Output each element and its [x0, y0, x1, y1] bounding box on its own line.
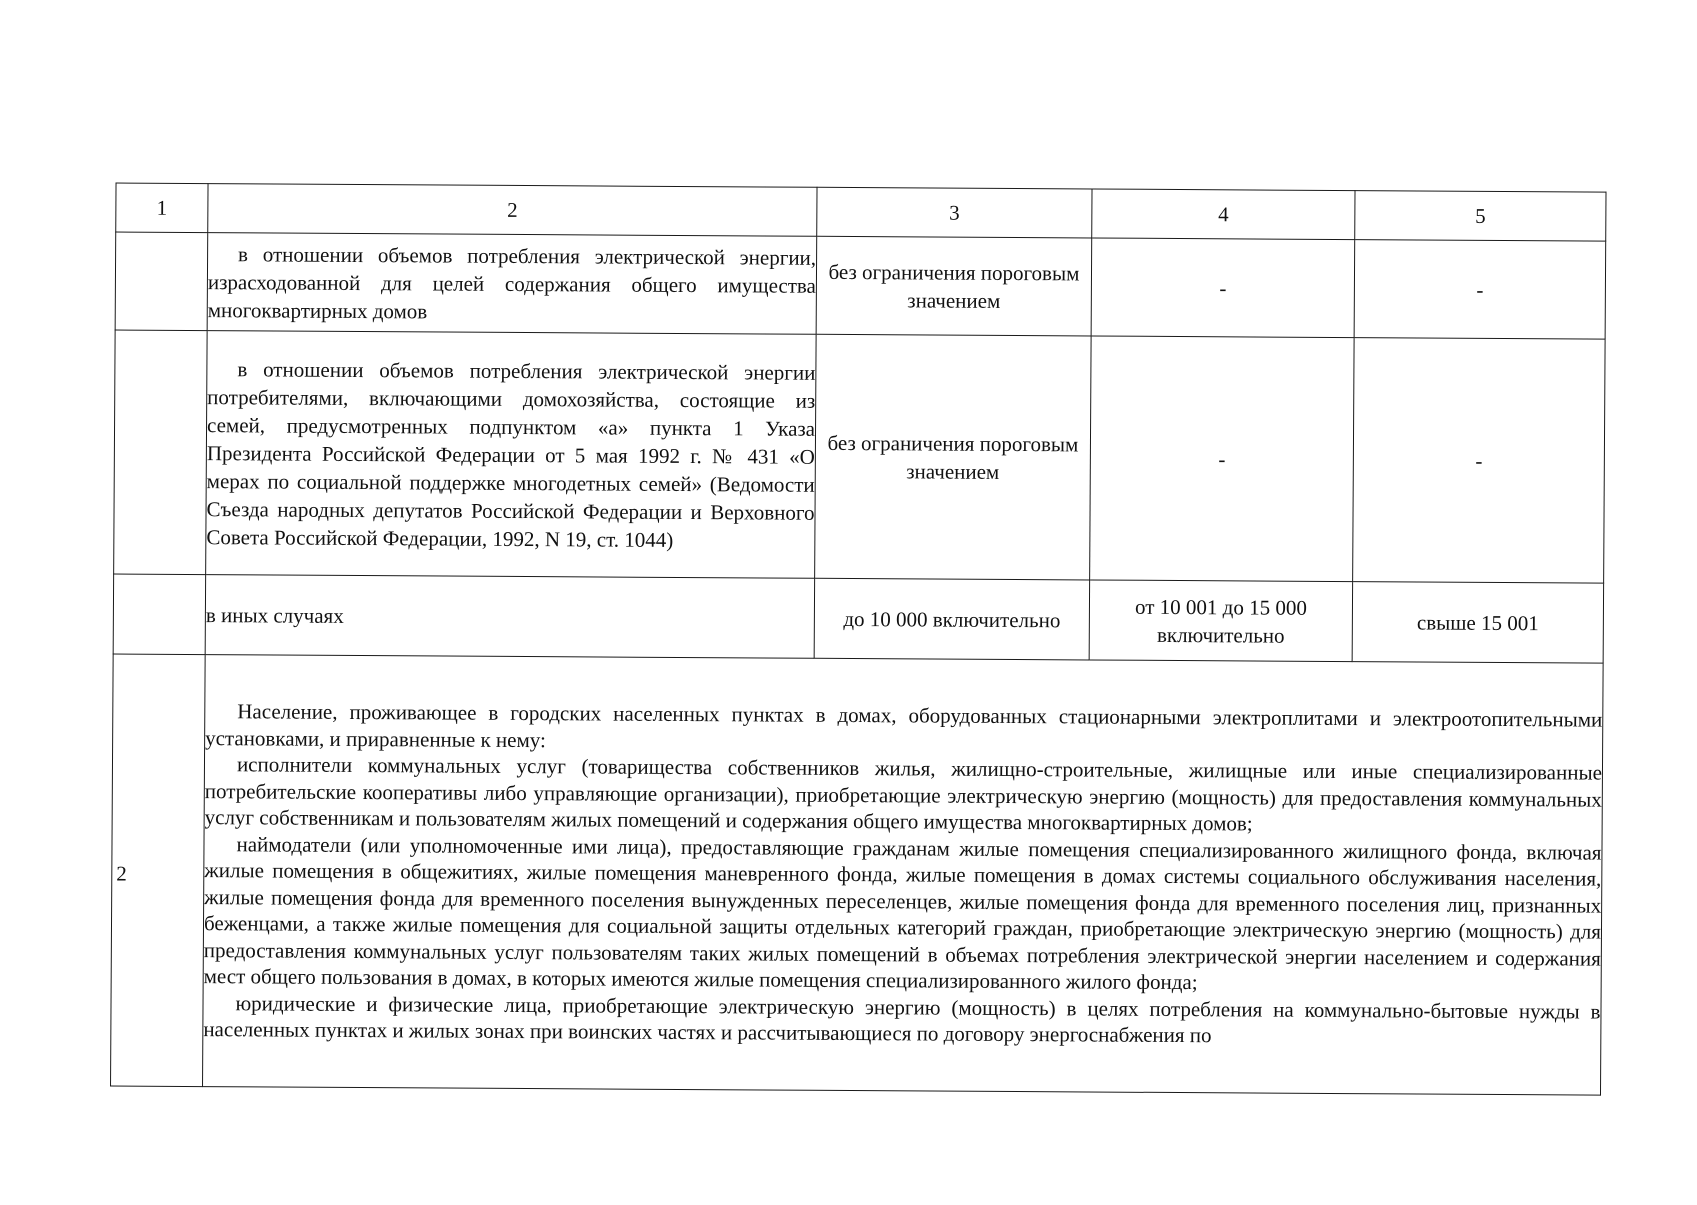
row-number-cell: [114, 330, 207, 575]
paragraph: наймодатели (или уполномоченные ими лица), предоставляющие гражданам жилые помещения специализированного жилищного фонда, включая жилые помещения в общежитиях, жилые помещения маневренного фонда, жилые помещения в домах системы социального обслуживания населения, жилые помещения фонда для временного поселения вынужденных переселенцев, жилые помещения фонда для временного поселения лиц, признанных беженцами, а также жилые помещения для социальной защиты отдельных категорий граждан, приобретающие электрическую энергию (мощность) для предоставления коммунальных услуг пользователям таких жилых помещений в объемах потребления электрической энергии населением и содержания мест общего пользования в домах, в которых имеются жилые помещения специализированного жилого фонда;: [203, 832, 1602, 995]
table-row: [113, 574, 1603, 663]
range-cell: -: [1090, 336, 1354, 582]
paragraph: Население, проживающее в городских населенных пунктах в домах, оборудованных стационарными электроплитами и электроотопительными установками, и приравненные к нему:: [205, 699, 1603, 752]
row-description: [206, 331, 816, 579]
row-number: 2: [116, 861, 127, 886]
section-2-text: [203, 655, 1604, 1096]
tariff-table: [110, 183, 1606, 1096]
section-2-row: [111, 654, 1604, 1095]
table-row: [115, 232, 1606, 339]
row-description: в иных случаях: [205, 575, 814, 659]
threshold-cell: без ограничения пороговым значением: [815, 334, 1091, 580]
row-description: [207, 233, 817, 335]
threshold-cell: без ограничения пороговым значением: [816, 236, 1092, 336]
table-row: [114, 330, 1605, 583]
description-text: в отношении объемов потребления электрической энергии потребителями, включающими домохозяйства, состоящие из семей, предусмотренных подпунктом «а» пункта 1 Указа Президента Российской Федерации от 5 мая 1992 г. № 431 «О мерах по социальной поддержке многодетных семей» (Ведомости Съезда народных депутатов Российской Федерации и Верховного Совета Российской Федерации, 1992, N 19, ст. 1044): [206, 356, 816, 552]
paragraph: юридические и физические лица, приобретающие электрическую энергию (мощность) в целях потребления на коммунально-бытовые нужды в населенных пунктах и жилых зонах при воинских частях и рассчитывающиеся по договору энергоснабжения по: [203, 991, 1601, 1048]
upper-cell: свыше 15 001: [1352, 582, 1603, 664]
description-text: в отношении объемов потребления электрической энергии, израсходованной для целей содержания общего имущества многоквартирных домов: [207, 241, 817, 323]
header-col-5: 5: [1355, 191, 1606, 242]
header-col-2: 2: [208, 184, 817, 237]
row-number-cell: [111, 654, 206, 1087]
header-col-1: 1: [116, 183, 208, 233]
upper-cell: -: [1353, 338, 1605, 584]
threshold-cell: до 10 000 включительно: [814, 578, 1089, 660]
row-number-cell: [115, 232, 208, 331]
paragraph: исполнители коммунальных услуг (товарищества собственников жилья, жилищно-строительные, жилищные или иные специализированные потребительские кооперативы либо управляющие организации), приобретающие электрическую энергию (мощность) для предоставления коммунальных услуг собственникам и пользователям жилых помещений и содержания общего имущества многоквартирных домов;: [204, 752, 1603, 836]
row-number-cell: [113, 574, 205, 655]
header-col-4: 4: [1092, 189, 1355, 240]
header-col-3: 3: [817, 187, 1092, 238]
range-cell: -: [1091, 238, 1355, 338]
range-cell: от 10 001 до 15 000 включительно: [1089, 580, 1352, 662]
upper-cell: -: [1354, 240, 1606, 340]
